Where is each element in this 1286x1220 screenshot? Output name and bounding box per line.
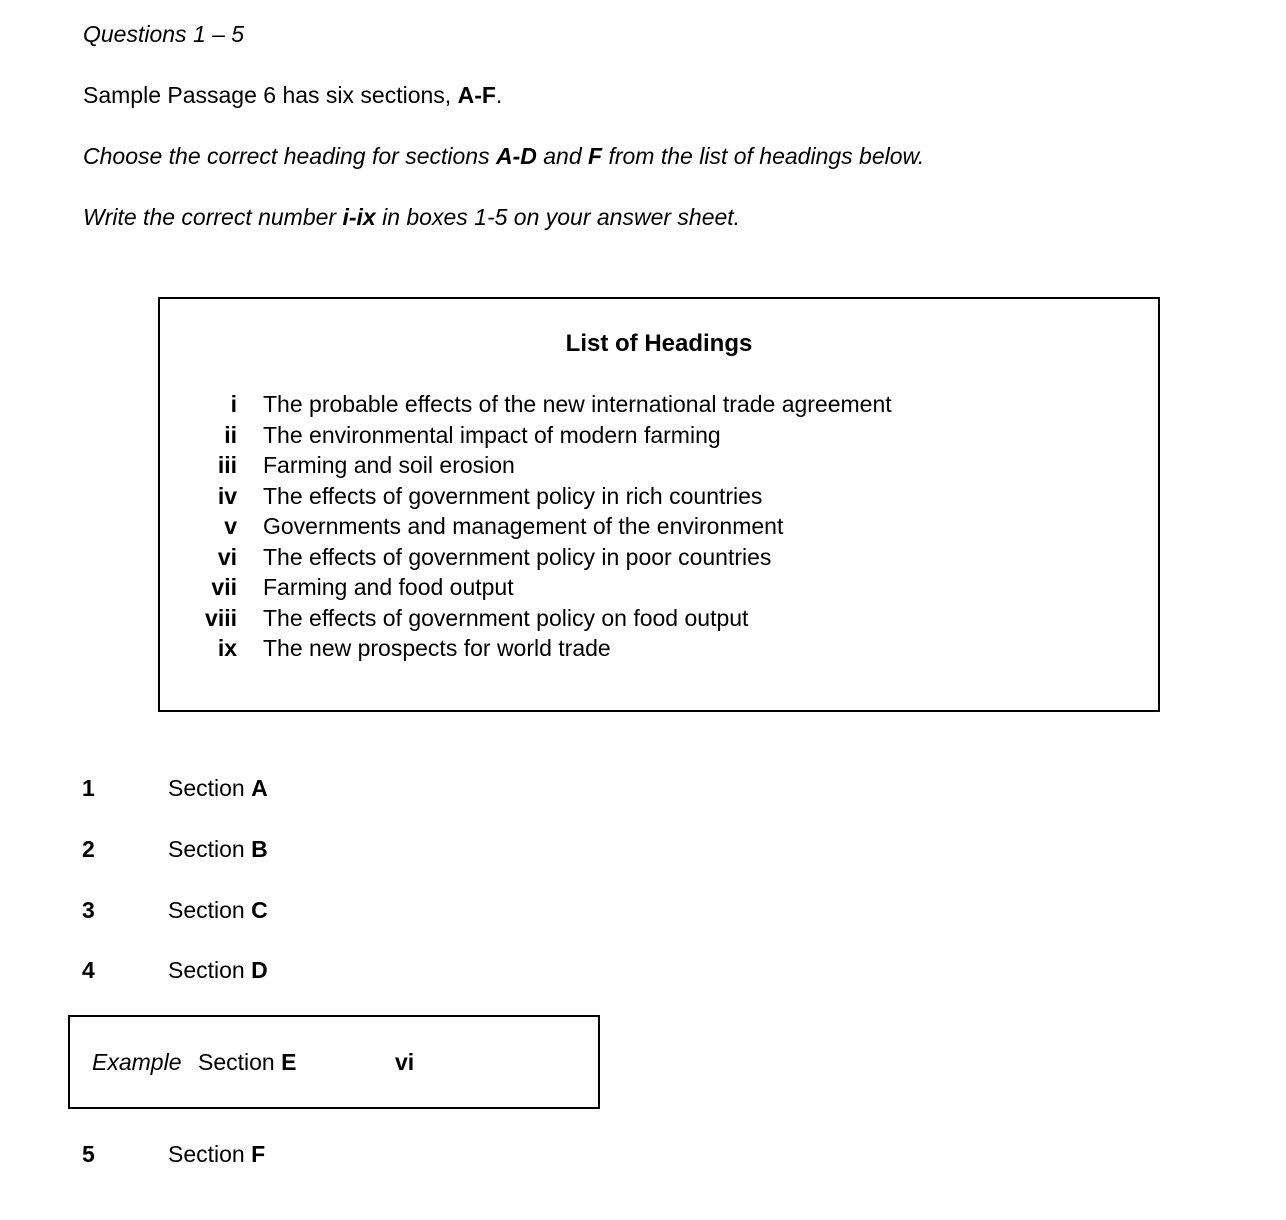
example-answer: vi xyxy=(395,1049,415,1075)
heading-numeral: ix xyxy=(217,635,237,661)
question-label xyxy=(168,957,268,983)
example-section-word: Section xyxy=(198,1049,275,1075)
heading-list-item xyxy=(160,603,1158,634)
heading-text: Farming and food output xyxy=(263,574,514,600)
choose-sections-range: A-D xyxy=(495,143,537,169)
question-label xyxy=(168,775,268,801)
example-box xyxy=(68,1015,600,1109)
heading-text: The effects of government policy on food output xyxy=(263,604,749,631)
heading-numeral: viii xyxy=(205,604,237,631)
section-letter: C xyxy=(251,897,268,923)
choose-section-f: F xyxy=(588,143,603,169)
heading-list-item xyxy=(160,389,1158,420)
question-number: 3 xyxy=(82,897,95,923)
section-letter: B xyxy=(251,836,268,862)
question-label xyxy=(168,1141,265,1167)
heading-list-item xyxy=(160,572,1158,603)
heading-list-item xyxy=(160,450,1158,481)
heading-numeral: v xyxy=(224,513,237,539)
heading-list-item xyxy=(160,633,1158,664)
question-number: 4 xyxy=(82,957,95,983)
heading-text: The effects of government policy in rich countries xyxy=(263,482,763,509)
section-word: Section xyxy=(168,1141,245,1167)
heading-list-item xyxy=(160,542,1158,573)
example-section xyxy=(198,1048,296,1076)
heading-numeral: ii xyxy=(224,421,237,448)
question-number: 2 xyxy=(82,836,95,862)
heading-text: The environmental impact of modern farming xyxy=(263,421,721,448)
write-instruction-line xyxy=(83,203,740,231)
choose-instruction-mid: and xyxy=(536,143,589,169)
heading-list-item xyxy=(160,481,1158,512)
heading-numeral: iii xyxy=(217,452,237,478)
heading-numeral: vii xyxy=(211,574,237,600)
passage-intro-line xyxy=(83,81,502,109)
section-word: Section xyxy=(168,957,245,983)
questions-range-heading xyxy=(83,20,244,48)
example-label: Example xyxy=(92,1049,182,1075)
choose-instruction-pre: Choose the correct heading for sections xyxy=(83,143,496,169)
passage-intro-post: . xyxy=(495,82,503,108)
section-letter: F xyxy=(251,1141,266,1167)
heading-list-item xyxy=(160,511,1158,542)
question-row-1 xyxy=(82,774,268,802)
section-word: Section xyxy=(168,836,245,862)
question-label xyxy=(168,836,268,862)
heading-numeral: vi xyxy=(217,543,237,570)
heading-text: Governments and management of the environment xyxy=(263,513,784,539)
heading-text: The effects of government policy in poor countries xyxy=(263,543,772,570)
headings-box-title: List of Headings xyxy=(565,330,753,357)
section-word: Section xyxy=(168,897,245,923)
heading-numeral: iv xyxy=(217,482,237,509)
heading-list-item xyxy=(160,420,1158,451)
headings-list xyxy=(160,389,1158,664)
question-row-5 xyxy=(82,1140,265,1168)
list-of-headings-box xyxy=(158,297,1160,712)
questions-range-text: Questions 1 – 5 xyxy=(83,21,245,47)
write-instruction-post: in boxes 1-5 on your answer sheet. xyxy=(375,204,741,230)
passage-intro-pre: Sample Passage 6 has six sections, xyxy=(83,82,458,108)
write-instruction-pre: Write the correct number xyxy=(83,204,343,230)
question-row-3 xyxy=(82,896,268,924)
passage-sections-range: A-F xyxy=(457,82,496,108)
heading-text: The probable effects of the new international trade agreement xyxy=(263,391,892,417)
heading-text: Farming and soil erosion xyxy=(263,452,515,478)
section-letter: A xyxy=(251,775,268,801)
heading-numeral: i xyxy=(230,391,237,417)
write-numeral-range: i-ix xyxy=(342,204,376,230)
question-number: 1 xyxy=(82,775,95,801)
question-label xyxy=(168,897,268,923)
question-row-4 xyxy=(82,956,268,984)
question-row-2 xyxy=(82,835,268,863)
example-section-letter: E xyxy=(281,1049,297,1075)
choose-instruction-post: from the list of headings below. xyxy=(602,143,925,169)
choose-instruction-line xyxy=(83,142,924,170)
question-number: 5 xyxy=(82,1141,95,1167)
section-letter: D xyxy=(251,957,268,983)
heading-text: The new prospects for world trade xyxy=(263,635,611,661)
section-word: Section xyxy=(168,775,245,801)
